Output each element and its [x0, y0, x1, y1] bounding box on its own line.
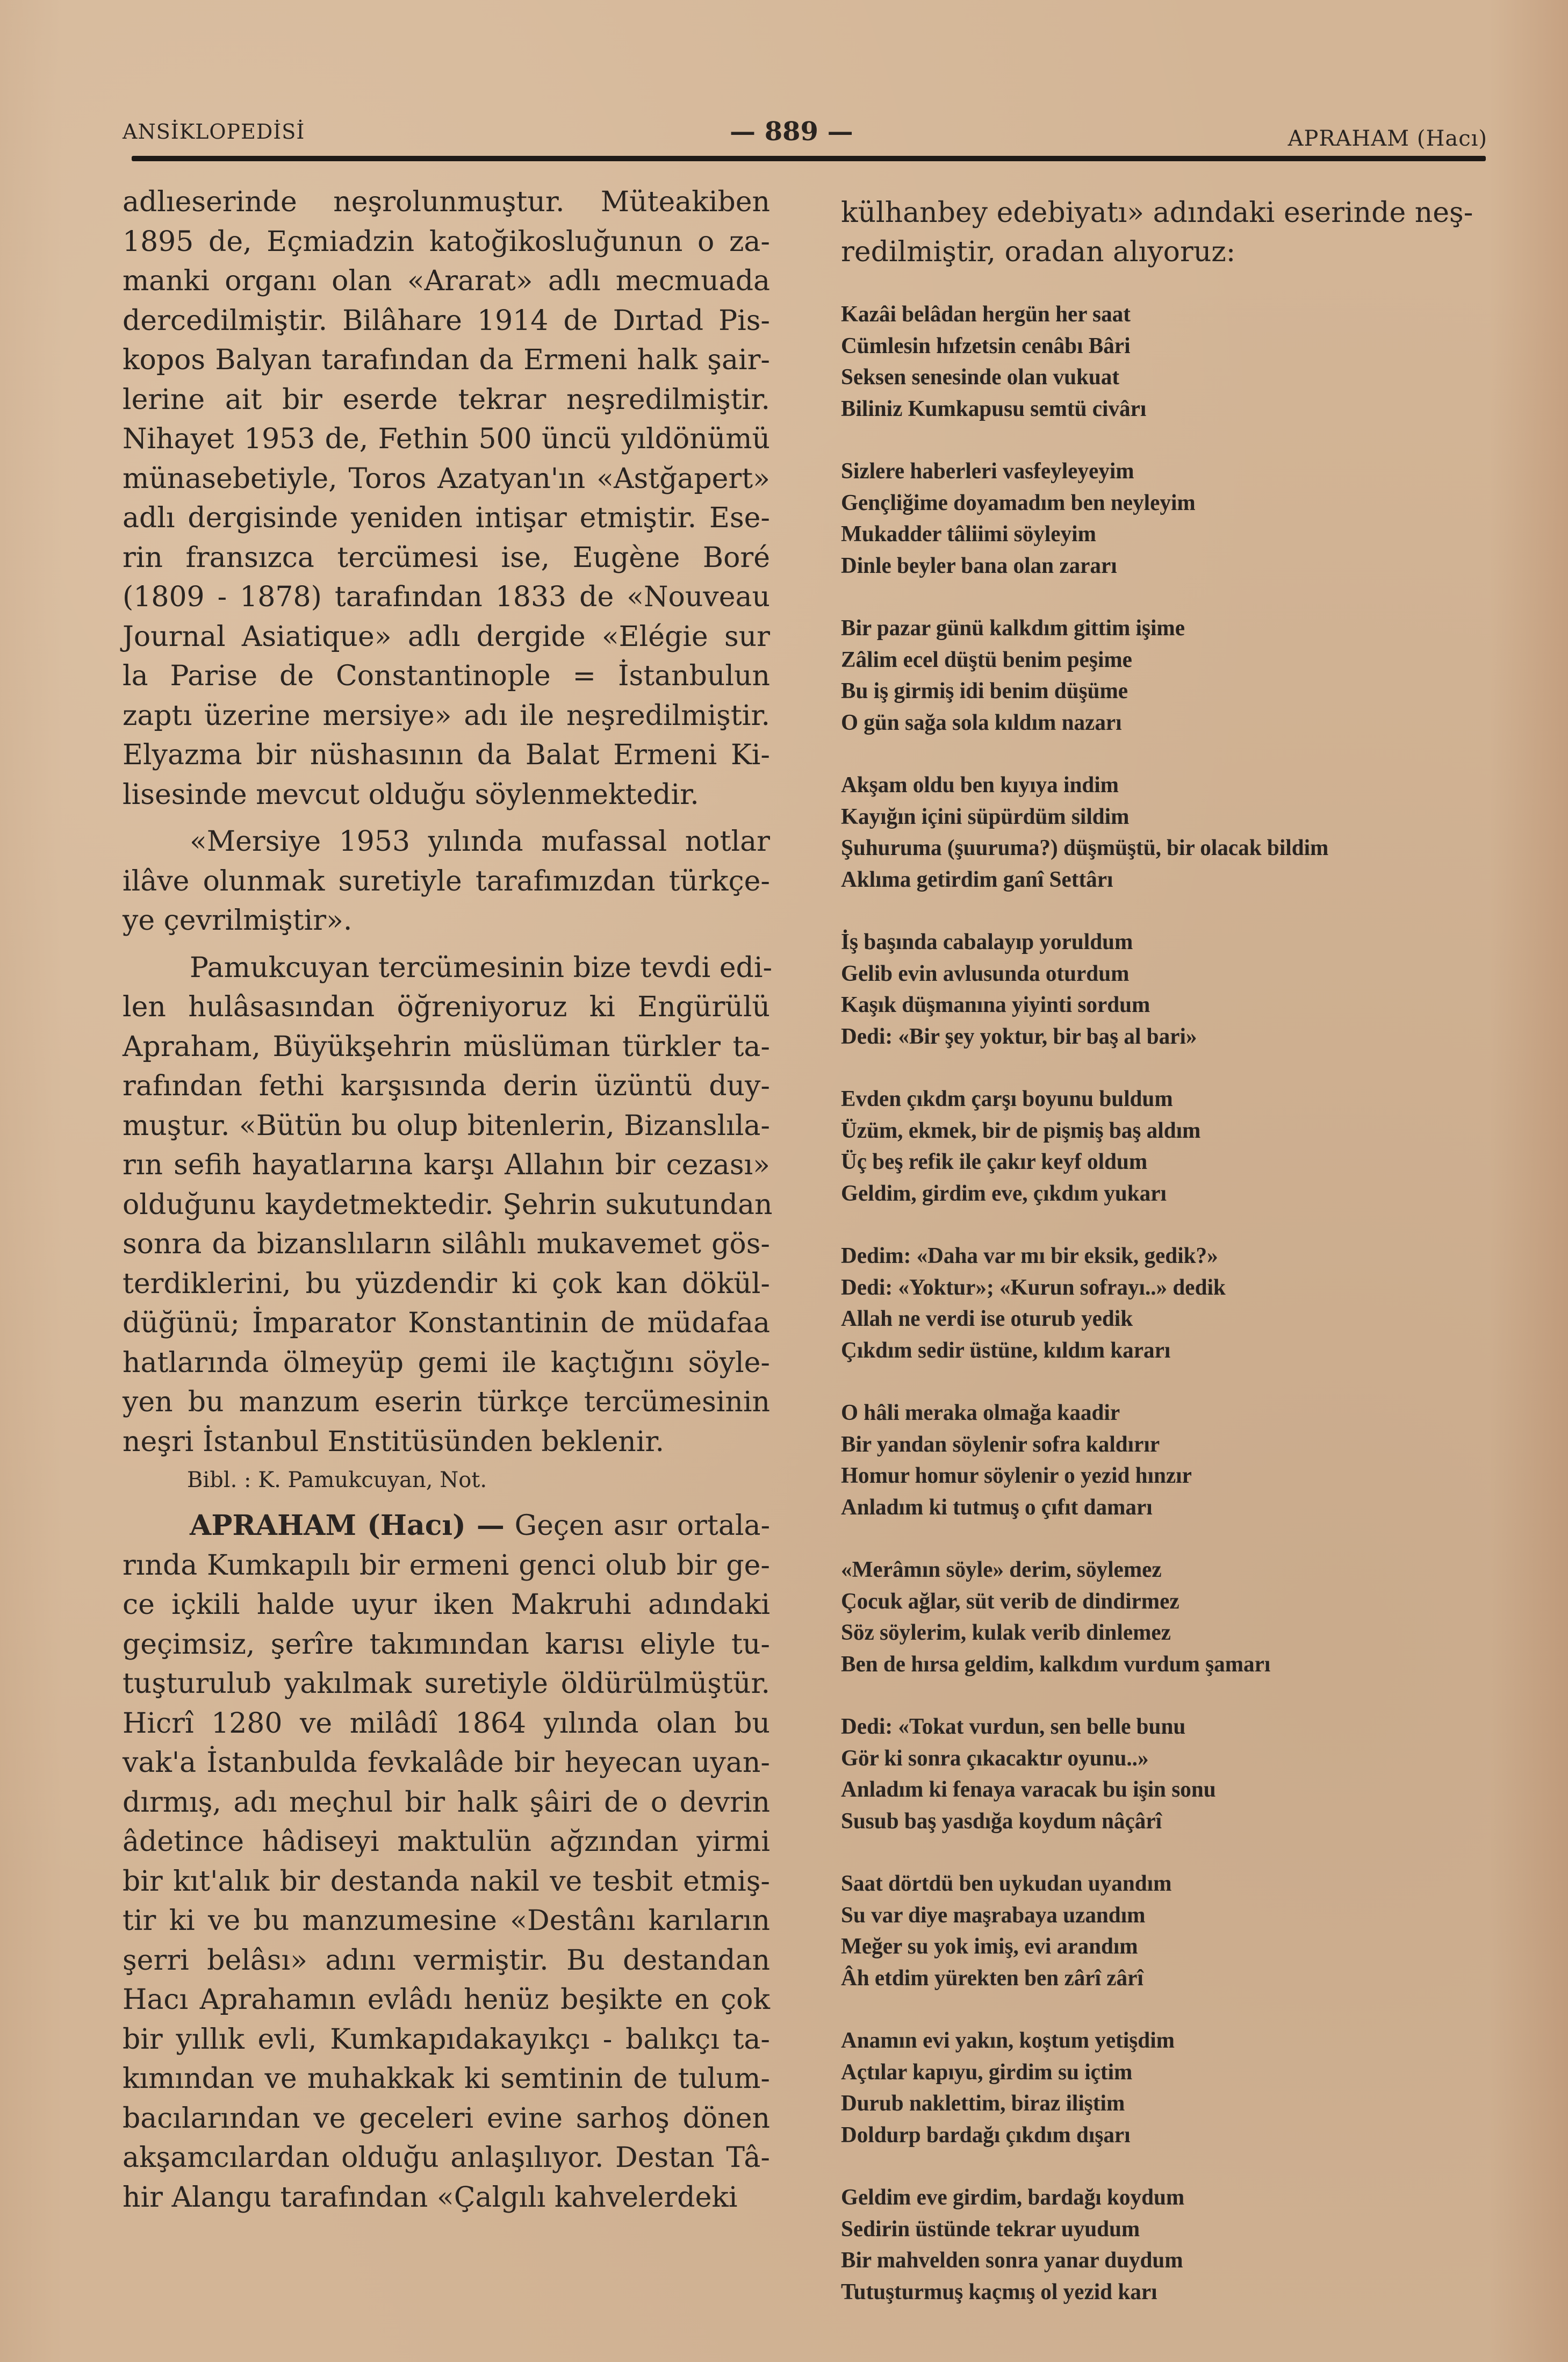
text-line: bir kıt'alık bir destanda nakil ve tesbit etmiş- [123, 1865, 770, 1898]
text-line: külhanbey edebiyatı» adındaki eserinde neş- [841, 197, 1473, 229]
poem-stanza [841, 927, 1502, 1052]
poem-verse-line: Kayığın içini süpürdüm sildim [841, 804, 1130, 829]
text-line: dercedilmiştir. Bilâhare 1914 de Dırtad Pis- [123, 304, 770, 337]
paragraph-publication-history [123, 183, 770, 815]
text-line: manki organı olan «Ararat» adlı mecmuada [123, 265, 770, 297]
poem-verse-line: O gün sağa sola kıldım nazarı [841, 710, 1122, 735]
poem-verse-line: Zâlim ecel düştü benim peşime [841, 647, 1132, 672]
poem-verse-line: Sedirin üstünde tekrar uyudum [841, 2216, 1140, 2242]
text-line: münasebetiyle, Toros Azatyan'ın «Astğapert» [123, 462, 770, 495]
poem-verse-line: Ben de hırsa geldim, kalkdım vurdum şamarı [841, 1652, 1271, 1677]
right-column [841, 193, 1502, 2308]
text-line: tuşturulub yakılmak suretiyle öldürülmüştür. [123, 1668, 770, 1700]
poem-verse-line: Sizlere haberleri vasfeyleyeyim [841, 459, 1134, 484]
text-line: adlıeserinde neşrolunmuştur. Müteakiben [123, 186, 770, 218]
poem-verse-line: Üzüm, ekmek, bir de pişmiş baş aldım [841, 1118, 1201, 1143]
text-line: muştur. «Bütün bu olup bitenlerin, Bizanslıla- [123, 1109, 770, 1142]
text-line: Elyazma bir nüshasının da Balat Ermeni Ki- [123, 739, 770, 771]
poem-verse-line: Homur homur söylenir o yezid hınzır [841, 1463, 1192, 1488]
text-line: rın sefih hayatlarına karşı Allahın bir cezası» [123, 1149, 770, 1181]
poem-verse-line: Gençliğime doyamadım ben neyleyim [841, 490, 1196, 515]
text-line: geçimsiz, şerîre takımından karısı eliyle tu- [123, 1628, 770, 1661]
poem-verse-line: Gör ki sonra çıkacaktır oyunu..» [841, 1746, 1149, 1771]
text-line: Hacı Aprahamın evlâdı henüz beşikte en çok [123, 1984, 770, 2016]
text-line: ce içkili halde uyur iken Makruhi adındaki [123, 1589, 770, 1621]
text-line: len hulâsasından öğreniyoruz ki Engürülü [123, 991, 770, 1023]
poem-verse-line: Mukadder tâliimi söyleyim [841, 522, 1096, 547]
poem-verse-line: Tutuşturmuş kaçmış ol yezid karı [841, 2279, 1157, 2304]
text-line: Nihayet 1953 de, Fethin 500 üncü yıldönümü [123, 423, 770, 455]
poem-verse-line: Üç beş refik ile çakır keyf oldum [841, 1150, 1148, 1174]
poem-verse-line: O hâli meraka olmağa kaadir [841, 1401, 1120, 1425]
entry-heading: APRAHAM (Hacı) — [190, 1509, 505, 1542]
poem-stanza [841, 1083, 1502, 1209]
poem-verse-line: Aklıma getirdim ganî Settârı [841, 867, 1113, 892]
poem-verse-line: Çıkdım sedir üstüne, kıldım kararı [841, 1338, 1171, 1363]
text-line: rafından fethi karşısında derin üzüntü duy- [123, 1070, 770, 1102]
poem-stanza [841, 1868, 1502, 1994]
poem-stanza [841, 2025, 1502, 2151]
text-line: neşri İstanbul Enstitüsünden beklenir. [123, 1425, 665, 1458]
text-line: adlı dergisinde yeniden intişar etmiştir. Ese- [123, 502, 770, 534]
text-line: tir ki ve bu manzumesine «Destânı karıların [123, 1905, 770, 1937]
text-line: dırmış, adı meçhul bir halk şâiri de o devrin [123, 1786, 770, 1819]
poem-verse-line: Bir pazar günü kalkdım gittim işime [841, 616, 1185, 641]
poem-verse-line: Anamın evi yakın, koştum yetişdim [841, 2028, 1175, 2053]
text-line: kopos Balyan tarafından da Ermeni halk şair- [123, 344, 770, 376]
poem-verse-line: Akşam oldu ben kıyıya indim [841, 773, 1119, 798]
running-header [123, 110, 1487, 151]
poem-stanza [841, 2182, 1502, 2308]
poem-stanza [841, 456, 1502, 581]
left-column [123, 183, 773, 2217]
poem-stanza [841, 613, 1502, 738]
poem-verse-line: Meğer su yok imiş, evi arandım [841, 1934, 1138, 1959]
poem-verse-line: Bu iş girmiş idi benim düşüme [841, 679, 1128, 703]
poem-stanza [841, 1554, 1502, 1680]
text-line: Journal Asiatique» adlı dergide «Elégie sur [123, 620, 770, 653]
text-line: bacılarından ve geceleri evine sarhoş dönen [123, 2102, 770, 2135]
text-line: hatlarında ölmeyüp gemi ile kaçtığını söyle- [123, 1346, 770, 1379]
poem-verse-line: Dedi: «Tokat vurdun, sen belle bunu [841, 1714, 1186, 1739]
page-number: — 889 — [730, 117, 853, 147]
poem-verse-line: Doldurp bardağı çıkdım dışarı [841, 2122, 1131, 2148]
text-line: Hicrî 1280 ve milâdî 1864 yılında olan bu [123, 1707, 770, 1740]
text-line: 1895 de, Eçmiadzin katoğikosluğunun o za- [123, 225, 770, 258]
poem-verse-line: Dinle beyler bana olan zararı [841, 553, 1117, 578]
text-line: terdiklerini, bu yüzdendir ki çok kan dökül- [123, 1267, 770, 1300]
poem-verse-line: Anladım ki fenaya varacak bu işin sonu [841, 1777, 1216, 1802]
paragraph-apraham-entry [123, 1506, 770, 2217]
poem-verse-line: Durub naklettim, biraz iliştim [841, 2091, 1125, 2116]
poem-verse-line: Anladım ki tutmuş o çıfıt damarı [841, 1495, 1153, 1520]
poem-verse-line: Saat dörtdü ben uykudan uyandım [841, 1871, 1172, 1896]
bibliography-note: Bibl. : K. Pamukcuyan, Not. [187, 1468, 487, 1492]
text-line: ye çevrilmiştir». [123, 904, 353, 937]
poem-verse-line: Dedim: «Daha var mı bir eksik, gedik?» [841, 1244, 1218, 1268]
text-line: hir Alangu tarafından «Çalgılı kahvelerdeki [123, 2181, 738, 2214]
text-line: zaptı üzerine mersiye» adı ile neşredilmiştir. [123, 699, 770, 732]
poem-introduction [841, 193, 1502, 272]
entry-first-line: APRAHAM (Hacı) — Geçen asır ortala- [190, 1509, 771, 1542]
text-line: vak'a İstanbulda fevkalâde bir heyecan uyan- [123, 1747, 770, 1779]
text-line: düğünü; İmparator Konstantinin de müdafaa [123, 1307, 770, 1339]
poem-verse-line: Allah ne verdi ise oturub yedik [841, 1306, 1133, 1331]
poem-verse-line: Kaşık düşmanına yiyinti sordum [841, 993, 1150, 1017]
poem-stanza [841, 1397, 1502, 1523]
poem-verse-line: «Merâmın söyle» derim, söylemez [841, 1557, 1162, 1582]
poem-verse-line: Açtılar kapıyu, girdim su içtim [841, 2059, 1133, 2085]
text-line: sonra da bizanslıların silâhlı mukavemet gös- [123, 1228, 770, 1260]
text-line: «Mersiye 1953 yılında mufassal notlar [190, 825, 770, 858]
text-line: olduğunu kaydetmektedir. Şehrin sukutundan [123, 1188, 773, 1221]
text-line: (1809 - 1878) tarafından 1833 de «Nouveau [123, 581, 770, 613]
poem-verse-line: Geldim, girdim eve, çıkdım yukarı [841, 1181, 1167, 1206]
text-line: la Parise de Constantinople = İstanbulun [123, 660, 770, 692]
poem-verse-line: Söz söylerim, kulak verib dinlemez [841, 1620, 1171, 1645]
poem-destan [841, 299, 1502, 2308]
header-entry-name: APRAHAM (Hacı) [1288, 126, 1487, 151]
text-line: lisesinde mevcut olduğu söylenmektedir. [123, 778, 699, 811]
poem-verse-line: Kazâi belâdan hergün her saat [841, 302, 1131, 327]
poem-verse-line: Bir mahvelden sonra yanar duydum [841, 2248, 1183, 2273]
poem-verse-line: Cümlesin hıfzetsin cenâbı Bâri [841, 333, 1131, 358]
poem-verse-line: Dedi: «Bir şey yoktur, bir baş al bari» [841, 1024, 1197, 1049]
header-publication-title: ANSİKLOPEDİSİ [123, 120, 305, 143]
poem-verse-line: Seksen senesinde olan vukuat [841, 365, 1120, 390]
text-line: kımından ve muhakkak ki semtinin de tulum- [123, 2063, 770, 2095]
poem-stanza [841, 299, 1502, 425]
text-line: Apraham, Büyükşehrin müslüman türkler ta- [123, 1030, 770, 1063]
poem-verse-line: Şuhuruma (şuuruma?) düşmüştü, bir olacak bildim [841, 836, 1329, 860]
poem-verse-line: Biliniz Kumkapusu semtü civârı [841, 396, 1147, 421]
poem-verse-line: Geldim eve girdim, bardağı koydum [841, 2185, 1185, 2210]
text-line: lerine ait bir eserde tekrar neşredilmiştir. [123, 383, 770, 416]
poem-verse-line: Çocuk ağlar, süt verib de dindirmez [841, 1589, 1179, 1614]
text-line: yen bu manzum eserin türkçe tercümesinin [123, 1386, 770, 1418]
poem-verse-line: Su var diye maşrabaya uzandım [841, 1902, 1146, 1928]
poem-verse-line: Susub baş yasdığa koydum nâçârî [841, 1808, 1162, 1834]
text-line: Pamukcuyan tercümesinin bize tevdi edi- [190, 951, 773, 984]
text-line: redilmiştir, oradan alıyoruz: [841, 236, 1236, 268]
poem-stanza [841, 770, 1502, 895]
poem-verse-line: Bir yandan söylenir sofra kaldırır [841, 1432, 1160, 1457]
text-line: ilâve olunmak suretiyle tarafımızdan türkçe- [123, 865, 770, 898]
text-line: rin fransızca tercümesi ise, Eugène Boré [123, 541, 770, 574]
paragraph-mersiye-note [123, 822, 770, 941]
text-line: âdetince hâdiseyi maktulün ağzından yirmi [123, 1826, 770, 1858]
text-line: akşamcılardan olduğu anlaşılıyor. Destan Tâ- [123, 2142, 770, 2174]
paragraph-pamukcuyan-summary [123, 949, 773, 1462]
entry-body [123, 1546, 770, 2218]
poem-verse-line: Âh etdim yürekten ben zârî zârî [841, 1965, 1143, 1991]
poem-verse-line: İş başında cabalayıp yoruldum [841, 930, 1133, 954]
text-line: rında Kumkapılı bir ermeni genci olub bir ge- [123, 1549, 770, 1582]
header-rule-divider [132, 156, 1486, 161]
text-line: bir yıllık evli, Kumkapıdakayıkçı - balıkçı ta- [123, 2023, 770, 2056]
poem-verse-line: Evden çıkdm çarşı boyunu buldum [841, 1087, 1173, 1111]
poem-stanza [841, 1711, 1502, 1837]
poem-verse-line: Gelib evin avlusunda oturdum [841, 961, 1130, 986]
poem-stanza [841, 1240, 1502, 1366]
text-line: şerri belâsı» adını vermiştir. Bu destandan [123, 1944, 770, 1977]
poem-verse-line: Dedi: «Yoktur»; «Kurun sofrayı..» dedik [841, 1275, 1226, 1300]
